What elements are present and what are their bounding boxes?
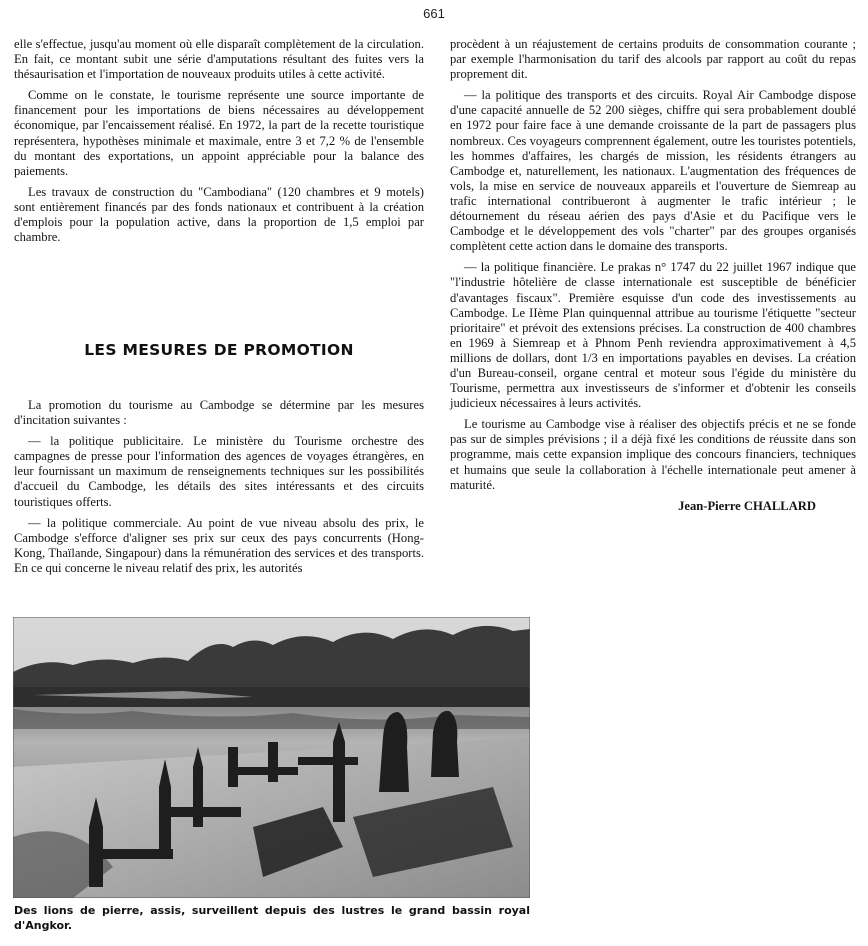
paragraph: Comme on le constate, le tourisme représente une source importante de financement pour les importations de biens nécessaires au développement économique, par l'encaissement réalisé. En 1972, la part de la recette touristique représentera, hypothèses minimale et maximale, entre 3 et 7,2 % de l'ensemble du montant des exportations, un appoint appréciable pour la balance des paiements. <box>14 88 424 178</box>
paragraph: La promotion du tourisme au Cambodge se détermine par les mesures d'incitation suivantes : <box>14 398 424 428</box>
page-number: 661 <box>423 6 445 21</box>
paragraph: procèdent à un réajustement de certains produits de consommation courante ; par exemple l'harmonisation du tarif des alcools par rapport au coût du repas proprement dit. <box>450 37 856 82</box>
left-column-top <box>14 37 424 251</box>
author-signature: Jean-Pierre CHALLARD <box>678 498 816 513</box>
left-column-section <box>14 398 424 582</box>
section-heading: LES MESURES DE PROMOTION <box>84 341 354 359</box>
right-column <box>450 37 856 520</box>
photo-illustration <box>13 617 530 898</box>
paragraph: — la politique commerciale. Au point de vue niveau absolu des prix, le Cambodge s'efforce d'aligner ses prix sur ceux des pays concurrents (Hong-Kong, Thaïlande, Singapour) dans la rémunération des services et des transports. En ce qui concerne le niveau relatif des prix, les autorités <box>14 515 424 575</box>
photo-caption: Des lions de pierre, assis, surveillent depuis des lustres le grand bassin royal d'Angkor. <box>14 904 530 932</box>
paragraph: Les travaux de construction du "Cambodiana" (120 chambres et 9 motels) sont entièrement financés par des fonds nationaux et contribuent à la création d'emplois pour la population active, dans la proportion de 1,5 emploi par chambre. <box>14 184 424 245</box>
paragraph: Le tourisme au Cambodge vise à réaliser des objectifs précis et ne se fonde pas sur de simples prévisions ; il a déjà fixé les conditions de réussite dans son programme, mais cette expansion implique des concours financiers, techniques et humains que seule la collaboration à l'échelle internationale peut amener à maturité. <box>450 417 856 492</box>
paragraph: — la politique publicitaire. Le ministère du Tourisme orchestre des campagnes de presse pour l'information des agences de voyages étrangères, en leur fournissant un maximum de renseignements techniques sur les possibilités d'accueil du Cambodge, les détails des sites intéressants et des circuits touristiques offerts. <box>14 434 424 509</box>
paragraph: — la politique des transports et des circuits. Royal Air Cambodge dispose d'une capacité annuelle de 52 200 sièges, chiffre qui sera probablement doublé en 1972 pour faire face à une demande croissante de la part de passagers plus nombreux. Ces voyageurs comprennent également, outre les touristes potentiels, les hommes d'affaires, les chargés de mission, les résidents étrangers au Cambodge et, naturellement, les nationaux. L'augmentation des fréquences de vols, la mise en service de nouveaux appareils et l'ouverture de Siemreap au trafic international contribueront à augmenter le trafic intérieur ; le détournement du réseau aérien des pays d'Asie et du Pacifique vers le Cambodge et le développement des vols "charter" par des groupes organisés complètent cette action dans le domaine des transports. <box>450 88 856 254</box>
paragraph: — la politique financière. Le prakas n° 1747 du 22 juillet 1967 indique que "l'industrie hôtelière de classe internationale est susceptible de bénéficier d'avantages fiscaux". Première esquisse d'un code des investissements au Cambodge. Le IIème Plan quinquennal attribue au tourisme l'étiquette "secteur prioritaire" et prévoit des extensions précises. La construction de 400 chambres en 1969 à Siemreap et à Phnom Penh reviendra approximativement à 4,5 millions de dollars, dont 1/3 en importations payables en devises. La création d'un Bureau-conseil, organe central et moteur sous l'égide du ministère du Tourisme, permettra aux investisseurs de s'informer et d'obtenir les conseils judicieux nécessaires à leurs activités. <box>450 260 856 411</box>
angkor-lions-photo <box>13 617 530 898</box>
paragraph: elle s'effectue, jusqu'au moment où elle disparaît complètement de la circulation. En fait, ce montant subit une série d'amputations résultant des fuites vers la thésaurisation et l'importation de nouveaux produits utiles à cette activité. <box>14 37 424 82</box>
